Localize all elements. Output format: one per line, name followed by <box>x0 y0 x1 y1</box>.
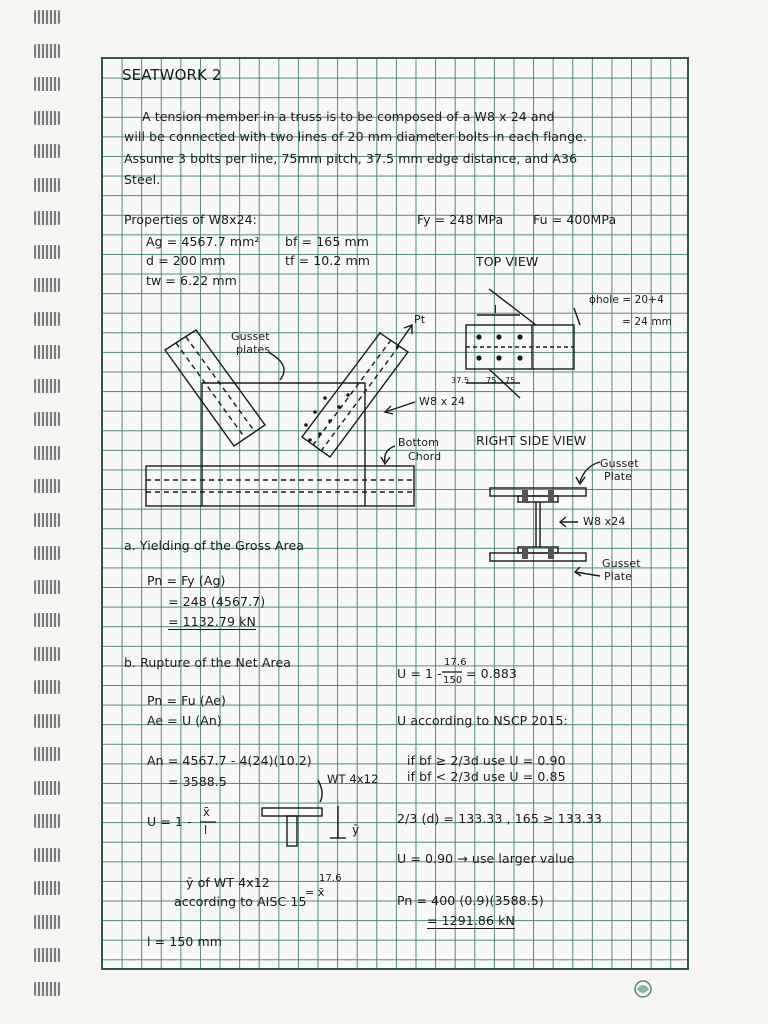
part-a-line-2: = 248 (4567.7) <box>168 594 266 609</box>
ybar-line-1: ȳ of WT 4x12 <box>186 875 270 890</box>
ybar-line-2: according to AISC 15 <box>174 894 307 909</box>
prop-tw: tw = 6.22 mm <box>146 273 237 288</box>
prop-fy: Fy = 248 MPa <box>417 212 504 227</box>
problem-line-2: will be connected with two lines of 20 mm diameter bolts in each flange. <box>124 129 587 144</box>
bf-check: 2/3 (d) = 133.33 , 165 ≥ 133.33 <box>397 811 602 826</box>
page-title: SEATWORK 2 <box>122 66 222 84</box>
prop-ag: Ag = 4567.7 mm² <box>146 234 260 249</box>
gusset-label-right-1: Gusset <box>600 457 639 470</box>
u-calc-prefix: U = 1 - <box>397 666 442 681</box>
prop-fu: Fu = 400MPa <box>533 212 617 227</box>
problem-line-4: Steel. <box>124 172 161 187</box>
l-value: l = 150 mm <box>147 934 223 949</box>
part-b-line-3: An = 4567.7 - 4(24)(10.2) <box>147 753 312 768</box>
part-a-heading: a. Yielding of the Gross Area <box>124 538 305 553</box>
hole-diameter-2: = 24 mm <box>622 316 672 328</box>
top-view-label: TOP VIEW <box>476 254 539 269</box>
problem-line-3: Assume 3 bolts per line, 75mm pitch, 37.5 mm edge distance, and A36 <box>124 151 578 166</box>
u-calc-denominator: 150 <box>443 675 463 686</box>
nscp-heading: U according to NSCP 2015: <box>397 713 568 728</box>
prop-tf: tf = 10.2 mm <box>285 253 371 268</box>
chord-label: Chord <box>408 450 442 463</box>
xbar-equals: = x̄ <box>305 886 325 899</box>
part-b-line-2: Ae = U (An) <box>147 713 222 728</box>
edge-dim-label: 37.5 <box>451 376 470 385</box>
pn-equation: Pn = 400 (0.9)(3588.5) <box>397 893 544 908</box>
hole-diameter-1: ϕhole = 20+4 <box>589 294 664 306</box>
part-a-result: = 1132.79 kN <box>168 614 256 629</box>
ybar-symbol: ȳ <box>352 823 360 837</box>
nscp-condition-2: if bf < 2/3d use U = 0.85 <box>407 769 566 784</box>
member-label: W8 x 24 <box>419 395 466 408</box>
u-frac-numerator: x̄ <box>203 805 210 819</box>
prop-d: d = 200 mm <box>146 253 226 268</box>
plate-label-right-1: Plate <box>604 470 633 483</box>
length-l-label: l <box>494 303 498 316</box>
u-calc-numerator: 17.6 <box>444 657 467 668</box>
gusset-label: Gusset <box>231 330 270 343</box>
bottom-label: Bottom <box>398 436 439 449</box>
gusset-label-right-2: Gusset <box>602 557 641 570</box>
right-view-label: RIGHT SIDE VIEW <box>476 433 587 448</box>
prop-bf: bf = 165 mm <box>285 234 370 249</box>
u-calc-result: = 0.883 <box>466 666 517 681</box>
part-b-heading: b. Rupture of the Net Area <box>124 655 292 670</box>
nscp-condition-1: if bf ≥ 2/3d use U = 0.90 <box>407 753 566 768</box>
u-selection: U = 0.90 → use larger value <box>397 851 575 866</box>
pitch-dim-1: 75 <box>486 376 497 385</box>
part-a-line-1: Pn = Fy (Ag) <box>147 573 226 588</box>
part-b-line-4: = 3588.5 <box>168 774 227 789</box>
pt-label: Pt <box>414 313 426 326</box>
problem-line-1: A tension member in a truss is to be composed of a W8 x 24 and <box>142 109 555 124</box>
u-equation-prefix: U = 1 - <box>147 814 192 829</box>
plate-label-right-2: Plate <box>604 570 633 583</box>
plates-label: plates <box>236 343 271 356</box>
brand-crest-icon <box>630 978 656 1000</box>
wt-section-label: WT 4x12 <box>327 772 379 786</box>
ybar-value: 17.6 <box>319 873 342 884</box>
member-label-right: W8 x24 <box>583 515 626 528</box>
properties-heading: Properties of W8x24: <box>124 212 257 227</box>
part-b-line-1: Pn = Fu (Ae) <box>147 693 227 708</box>
pn-result: = 1291.86 kN <box>427 913 515 928</box>
pitch-dim-2: 75 <box>505 376 516 385</box>
u-frac-denominator: l <box>204 823 208 837</box>
